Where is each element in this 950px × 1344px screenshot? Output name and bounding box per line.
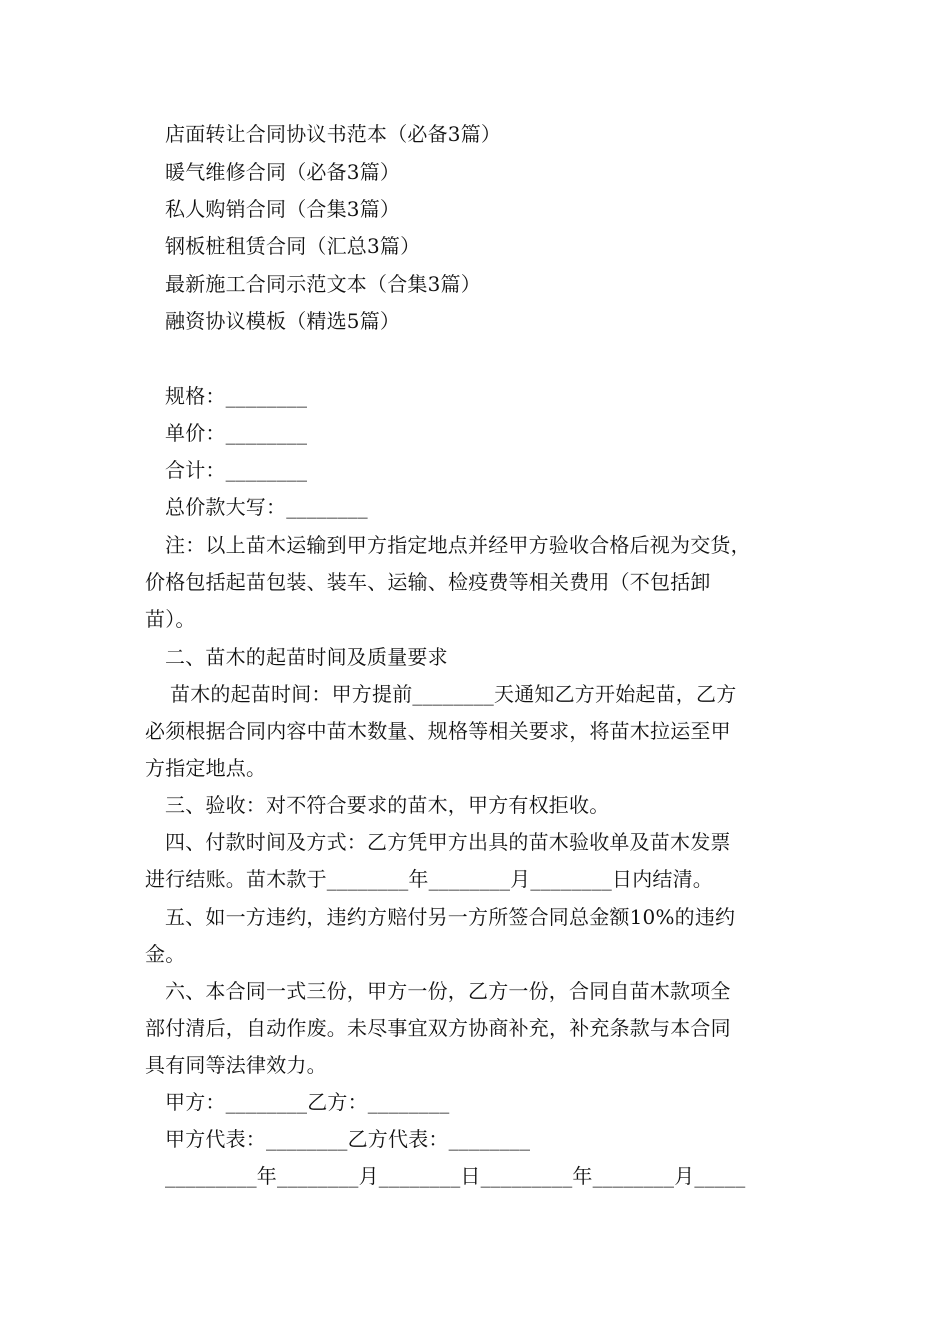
section-6-line-2: 部付清后，自动作废。未尽事宜双方协商补充，补充条款与本合同: [145, 1016, 731, 1040]
related-link-2[interactable]: 暖气维修合同（必备3篇）: [165, 160, 401, 184]
section-6-line-1: 六、本合同一式三份，甲方一份，乙方一份，合同自苗木款项全: [165, 979, 731, 1003]
field-total: 合计：________: [165, 458, 308, 482]
section-4-line-1: 四、付款时间及方式：乙方凭甲方出具的苗木验收单及苗木发票: [165, 830, 731, 854]
related-link-1[interactable]: 店面转让合同协议书范本（必备3篇）: [165, 122, 502, 146]
section-5-line-1: 五、如一方违约，违约方赔付另一方所签合同总金额10%的违约: [165, 905, 736, 929]
section-2-line-2: 必须根据合同内容中苗木数量、规格等相关要求，将苗木拉运至甲: [145, 719, 731, 743]
field-spec: 规格：________: [165, 384, 308, 408]
note-line-2: 价格包括起苗包装、装车、运输、检疫费等相关费用（不包括卸: [145, 570, 711, 594]
section-2-line-3: 方指定地点。: [145, 756, 267, 780]
related-link-6[interactable]: 融资协议模板（精选5篇）: [165, 309, 401, 333]
related-link-5[interactable]: 最新施工合同示范文本（合集3篇）: [165, 272, 481, 296]
section-3: 三、验收：对不符合要求的苗木，甲方有权拒收。: [165, 793, 610, 817]
field-unit-price: 单价：________: [165, 421, 308, 445]
note-line-1: 注：以上苗木运输到甲方指定地点并经甲方验收合格后视为交货，: [165, 533, 751, 557]
signature-dates: _________年________月________日_________年________月_____: [165, 1164, 746, 1188]
signature-representatives: 甲方代表：________乙方代表：________: [165, 1127, 531, 1151]
section-5-line-2: 金。: [145, 942, 186, 966]
note-line-3: 苗）。: [145, 607, 196, 631]
section-4-line-2: 进行结账。苗木款于________年________月________日内结清。: [145, 867, 713, 891]
section-2-heading: 二、苗木的起苗时间及质量要求: [165, 645, 448, 669]
field-total-caps: 总价款大写：________: [165, 495, 368, 519]
section-6-line-3: 具有同等法律效力。: [145, 1053, 327, 1077]
related-link-3[interactable]: 私人购销合同（合集3篇）: [165, 197, 401, 221]
related-link-4[interactable]: 钢板桩租赁合同（汇总3篇）: [165, 234, 421, 258]
signature-parties: 甲方：________乙方：________: [165, 1090, 450, 1114]
section-2-line-1: 苗木的起苗时间：甲方提前________天通知乙方开始起苗，乙方: [170, 682, 737, 706]
